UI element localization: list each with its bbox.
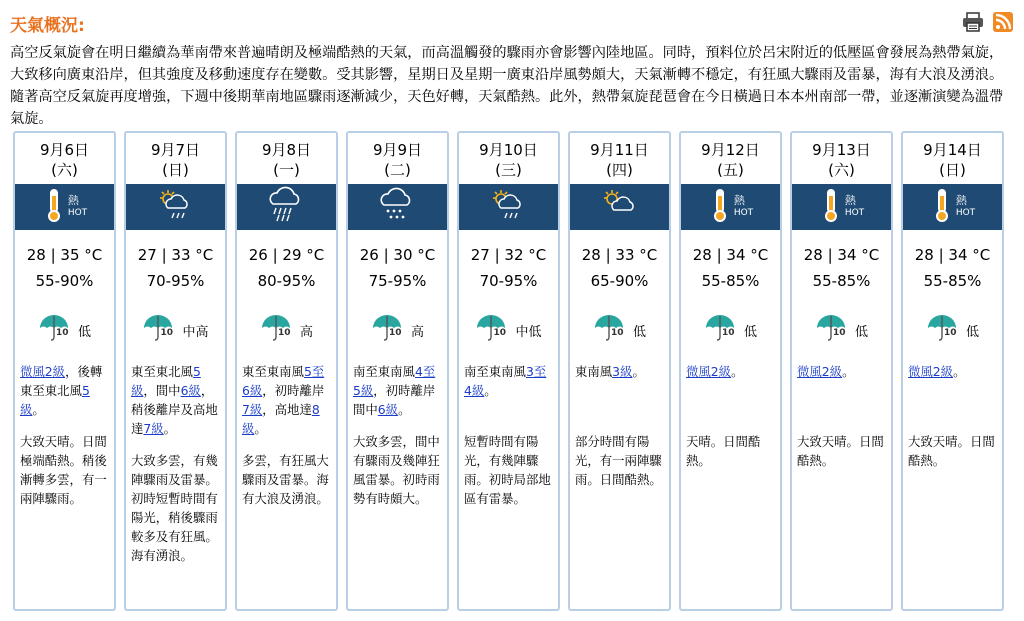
wind-text: ，後轉東至東北風 xyxy=(20,364,103,398)
icon-sublabel: HOT xyxy=(844,208,865,218)
rain-probability xyxy=(459,313,558,347)
wind-text: 。 xyxy=(398,402,411,417)
humidity-range: 55-85% xyxy=(701,272,760,290)
rain-probability-label: 低 xyxy=(632,324,646,340)
umbrella-icon xyxy=(593,313,629,347)
weather-description: 大致天晴。日間極端酷熱。稍後漸轉多雲，有一兩陣驟雨。 xyxy=(20,434,107,506)
humidity-range: 65-90% xyxy=(590,272,649,290)
forecast-day xyxy=(790,131,893,611)
weekday-label: (四) xyxy=(606,161,633,179)
umbrella-value: 10 xyxy=(721,328,735,338)
weather-description: 多雲，有狂風大驟雨及雷暴。海有大浪及湧浪。 xyxy=(242,453,329,506)
humidity-range: 55-85% xyxy=(812,272,871,290)
weekday-label: (六) xyxy=(51,161,78,179)
wind-text: 。 xyxy=(32,402,45,417)
weather-icon-band xyxy=(15,184,114,230)
temperature-range: 28 | 35 °C xyxy=(26,246,103,264)
rain-probability-label: 中高 xyxy=(182,324,209,340)
umbrella-value: 10 xyxy=(943,328,957,338)
forecast-day xyxy=(679,131,782,611)
date-label: 9月9日 xyxy=(372,141,423,159)
temperature-range: 28 | 34 °C xyxy=(803,246,880,264)
wind-force-link[interactable]: 5級 xyxy=(20,383,90,417)
rain-probability xyxy=(681,313,780,347)
icon-sublabel: HOT xyxy=(67,208,88,218)
header xyxy=(10,9,1014,35)
temperature-range: 27 | 32 °C xyxy=(470,246,547,264)
rain-probability-label: 高 xyxy=(410,324,424,340)
date-label: 9月11日 xyxy=(590,141,649,159)
forecast-day xyxy=(901,131,1004,611)
wind-force-link[interactable]: 4至5級 xyxy=(353,364,436,398)
date-label: 9月8日 xyxy=(261,141,312,159)
rain-probability xyxy=(126,313,225,347)
wind-force-link[interactable]: 5級 xyxy=(131,364,201,398)
umbrella-icon xyxy=(142,313,178,347)
wind-text: 南至東南風 xyxy=(353,364,415,379)
humidity-range: 80-95% xyxy=(257,272,316,290)
temperature-range: 28 | 34 °C xyxy=(914,246,991,264)
wind-description xyxy=(20,362,110,419)
wind-force-link[interactable]: 5至6級 xyxy=(242,364,325,398)
rss-icon[interactable] xyxy=(992,11,1014,33)
weekday-label: (六) xyxy=(828,161,855,179)
wind-text: ，高地達 xyxy=(262,402,312,417)
umbrella-icon xyxy=(815,313,851,347)
showers-icon xyxy=(376,186,420,228)
forecast-date xyxy=(570,140,669,180)
wind-force-link[interactable]: 7級 xyxy=(242,402,263,417)
rain-probability xyxy=(348,313,447,347)
heavy-rain-icon xyxy=(265,186,309,228)
weekday-label: (三) xyxy=(495,161,522,179)
rain-probability xyxy=(903,313,1002,347)
weather-icon-band xyxy=(348,184,447,230)
weather-icon-band xyxy=(903,184,1002,230)
weather-icon-band xyxy=(681,184,780,230)
wind-description xyxy=(464,362,554,400)
forecast-day xyxy=(13,131,116,611)
wind-text: 。 xyxy=(842,364,855,379)
wind-description xyxy=(908,362,998,381)
hot-icon xyxy=(708,186,732,228)
rain-probability-label: 低 xyxy=(77,324,91,340)
forecast-date xyxy=(681,140,780,180)
wind-description xyxy=(131,362,221,438)
wind-text: 。 xyxy=(953,364,966,379)
temperature-range: 26 | 29 °C xyxy=(248,246,325,264)
forecast-date xyxy=(126,140,225,180)
hot-icon xyxy=(930,186,954,228)
weather-icon-band xyxy=(459,184,558,230)
icon-label: 熱 xyxy=(67,194,79,207)
temperature-range: 28 | 34 °C xyxy=(692,246,769,264)
sunny-showers-icon xyxy=(487,186,531,228)
wind-description xyxy=(242,362,332,438)
wind-text: ，初時離岸間中 xyxy=(353,383,436,417)
date-label: 9月7日 xyxy=(150,141,201,159)
weekday-label: (日) xyxy=(939,161,966,179)
weather-description: 大致天晴。日間酷熱。 xyxy=(797,434,884,468)
weather-description: 短暫時間有陽光，有幾陣驟雨。初時局部地區有雷暴。 xyxy=(464,434,551,506)
rain-probability-label: 低 xyxy=(743,324,757,340)
umbrella-value: 10 xyxy=(493,328,507,338)
sunny-periods-icon xyxy=(598,186,642,228)
wind-force-link[interactable]: 微風2級 xyxy=(797,364,843,379)
nine-day-forecast xyxy=(13,131,1004,611)
forecast-day xyxy=(568,131,671,611)
wind-text: 。 xyxy=(632,364,645,379)
icon-label: 熱 xyxy=(844,194,856,207)
forecast-day xyxy=(457,131,560,611)
rain-probability xyxy=(237,313,336,347)
forecast-date xyxy=(15,140,114,180)
date-label: 9月14日 xyxy=(923,141,982,159)
umbrella-value: 10 xyxy=(832,328,846,338)
wind-description xyxy=(797,362,887,381)
forecast-date xyxy=(792,140,891,180)
date-label: 9月10日 xyxy=(479,141,538,159)
date-label: 9月13日 xyxy=(812,141,871,159)
humidity-range: 75-95% xyxy=(368,272,427,290)
humidity-range: 70-95% xyxy=(146,272,205,290)
wind-force-link[interactable]: 微風2級 xyxy=(20,364,66,379)
forecast-day xyxy=(235,131,338,611)
temperature-range: 27 | 33 °C xyxy=(137,246,214,264)
wind-text: 東至東北風 xyxy=(131,364,193,379)
print-icon[interactable] xyxy=(962,11,984,33)
icon-label: 熱 xyxy=(955,194,967,207)
umbrella-value: 10 xyxy=(388,328,402,338)
rain-probability-label: 低 xyxy=(965,324,979,340)
umbrella-icon xyxy=(371,313,407,347)
weather-icon-band xyxy=(126,184,225,230)
forecast-date xyxy=(237,140,336,180)
wind-force-link[interactable]: 7級 xyxy=(143,421,164,436)
humidity-range: 55-85% xyxy=(923,272,982,290)
weather-summary: 高空反氣旋會在明日繼續為華南帶來普遍晴朗及極端酷熱的天氣，而高溫觸發的驟雨亦會影響內陸地區。同時，預料位於呂宋附近的低壓區會發展為熱帶氣旋，大致移向廣東沿岸，但其強度及移動速度存在變數。受其影響，星期日及星期一廣東沿岸風勢頗大，天氣漸轉不穩定，有狂風大驟雨及雷暴，海有大浪及湧浪。隨著高空反氣旋再度增強，下週中後期華南地區驟雨逐漸減少，天色好轉，天氣酷熱。此外，熱帶氣旋琵琶會在今日橫過日本本州南部一帶，並逐漸演變為溫帶氣旋。 xyxy=(10,45,1004,127)
forecast-day xyxy=(346,131,449,611)
icon-sublabel: HOT xyxy=(733,208,754,218)
weekday-label: (日) xyxy=(162,161,189,179)
weather-icon-band xyxy=(792,184,891,230)
umbrella-icon xyxy=(704,313,740,347)
wind-force-link[interactable]: 3級 xyxy=(612,364,633,379)
temperature-range: 28 | 33 °C xyxy=(581,246,658,264)
wind-force-link[interactable]: 6級 xyxy=(180,383,201,398)
temperature-range: 26 | 30 °C xyxy=(359,246,436,264)
wind-text: 。 xyxy=(163,421,177,436)
wind-description xyxy=(353,362,443,419)
wind-description xyxy=(686,362,776,381)
wind-text: 南至東南風 xyxy=(464,364,526,379)
umbrella-icon xyxy=(38,313,74,347)
sunny-showers-icon xyxy=(154,186,198,228)
weather-description: 大致多雲，間中有驟雨及幾陣狂風雷暴。初時雨勢有時頗大。 xyxy=(353,434,440,506)
wind-text: ，初時離岸 xyxy=(262,383,325,398)
wind-force-link[interactable]: 8級 xyxy=(242,402,320,436)
wind-description xyxy=(575,362,665,381)
wind-text: ，稍後離岸及高地達 xyxy=(131,383,218,436)
umbrella-value: 10 xyxy=(277,328,291,338)
weekday-label: (一) xyxy=(273,161,300,179)
wind-force-link[interactable]: 3至4級 xyxy=(464,364,547,398)
humidity-range: 55-90% xyxy=(35,272,94,290)
rain-probability-label: 中低 xyxy=(515,324,542,340)
wind-force-link[interactable]: 微風2級 xyxy=(908,364,954,379)
weather-description: 大致多雲，有幾陣驟雨及雷暴。初時短暫時間有陽光，稍後驟雨較多及有狂風。海有湧浪。 xyxy=(131,453,218,563)
icon-label: 熱 xyxy=(733,194,745,207)
date-label: 9月12日 xyxy=(701,141,760,159)
rain-probability-label: 低 xyxy=(854,324,868,340)
umbrella-value: 10 xyxy=(610,328,624,338)
weather-icon-band xyxy=(570,184,669,230)
weather-icon-band xyxy=(237,184,336,230)
forecast-day xyxy=(124,131,227,611)
umbrella-icon xyxy=(926,313,962,347)
weather-description: 天晴。日間酷熱。 xyxy=(686,434,761,468)
wind-force-link[interactable]: 微風2級 xyxy=(686,364,732,379)
weekday-label: (二) xyxy=(384,161,411,179)
forecast-date xyxy=(459,140,558,180)
wind-force-link[interactable]: 6級 xyxy=(377,402,399,417)
rain-probability xyxy=(792,313,891,347)
hot-icon xyxy=(42,186,66,228)
umbrella-icon xyxy=(260,313,296,347)
page-title: 天氣概況: xyxy=(10,16,85,36)
wind-text: ，間中 xyxy=(143,383,181,398)
umbrella-value: 10 xyxy=(55,328,69,338)
weather-description: 大致天晴。日間酷熱。 xyxy=(908,434,995,468)
weather-description: 部分時間有陽光，有一兩陣驟雨。日間酷熱。 xyxy=(575,434,662,487)
umbrella-value: 10 xyxy=(160,328,174,338)
rain-probability xyxy=(570,313,669,347)
header-actions xyxy=(962,11,1014,33)
wind-text: 東南風 xyxy=(575,364,613,379)
forecast-date xyxy=(903,140,1002,180)
humidity-range: 70-95% xyxy=(479,272,538,290)
wind-text: 東至東南風 xyxy=(242,364,304,379)
umbrella-icon xyxy=(475,313,511,347)
forecast-date xyxy=(348,140,447,180)
wind-text: 。 xyxy=(731,364,744,379)
date-label: 9月6日 xyxy=(39,141,90,159)
wind-text: 。 xyxy=(484,383,497,398)
rain-probability xyxy=(15,313,114,347)
wind-text: 。 xyxy=(254,421,267,436)
icon-sublabel: HOT xyxy=(955,208,976,218)
rain-probability-label: 高 xyxy=(299,324,313,340)
weekday-label: (五) xyxy=(717,161,744,179)
hot-icon xyxy=(819,186,843,228)
